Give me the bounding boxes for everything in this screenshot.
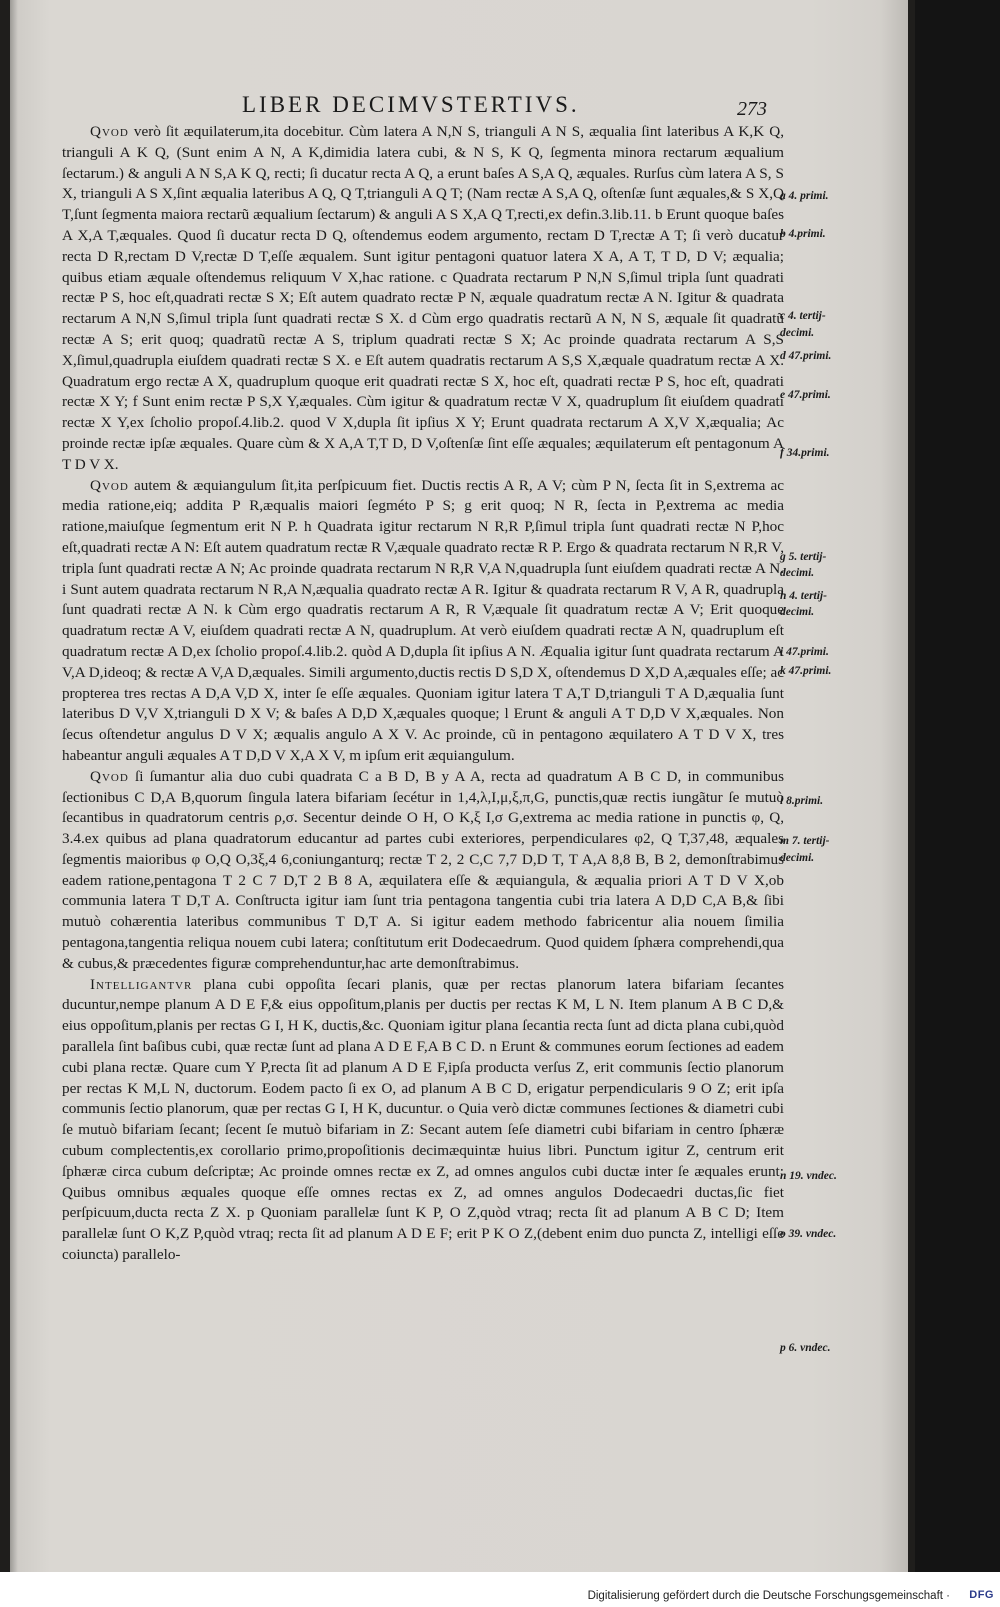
margin-note: g 5. tertij-	[780, 551, 827, 563]
paragraph-lead-word: Intelligantvr	[90, 975, 193, 993]
paragraph-text: ſi ſumantur alia duo cubi quadrata C a B D, B y A A, recta ad quadratum A B C D, in communibus ſectionibus C D,A B,quorum ſingula latera bifariam ſecétur in 1,4,λ,I,μ,ξ,π,G, punctis,quæ rectis iungãtur ſe mutuò ſecantibus in quadratorum centris ρ,σ. Secentur deinde O H, O K,ξ I,σ G,extrema ac media ratione in punctis φ, Q, 3.4.ex quibus ad plana quadratorum educantur ad partes cubi exteriores, perpendiculares φ2, Q T,37,48, æquales ſegmentis maioribus φ O,Q O,3ξ,4 6,coniunganturq; rectæ T 2, 2 C,C 7,7 D,D T, T A,A 8,8 B, B 2, demonſtrabimus eadem ratione,pentagona T 2 C 7 D,T 2 B 8 A, æquilatera eſſe & æquiangula, & æqualia priori A T D V X,ob communia latera T D,T A. Conſtructa igitur iam ſunt tria pentagona tangentia cubi tria latera A D,D C,A B,& ſibi mutuò cohærentia lateribus communibus T D,T A. Si igitur eadem methodo fabricentur alia nouem ſimilia pentagona,tangentia reliqua nouem cubi latera; conſtitutum erit Dodecaedrum. Quod quidem ſphæra comprehendi,qua & cubus,& præcedentes figuræ comprehenduntur,hac arte demonſtrabimus.	[62, 767, 784, 972]
book-page	[10, 0, 908, 1572]
margin-note: decimi.	[780, 606, 815, 618]
paragraph	[62, 975, 784, 1266]
footer-bar	[0, 1572, 1000, 1607]
margin-note: decimi.	[780, 567, 815, 579]
paragraph-lead-word: Qvod	[90, 123, 129, 140]
margin-note: e 47.primi.	[780, 389, 831, 401]
margin-note: p 6. vndec.	[780, 1342, 831, 1354]
margin-note: m 7. tertij-	[780, 835, 830, 847]
margin-note: d 47.primi.	[780, 350, 832, 362]
footer-credit: Digitalisierung gefördert durch die Deutsche Forschungsgemeinschaft ·	[587, 1590, 950, 1602]
margin-note: n 19. vndec.	[780, 1170, 837, 1182]
margin-note: decimi.	[780, 852, 815, 864]
paragraph-text: plana cubi oppoſita ſecari planis, quæ per rectas planorum latera bifariam ſecantes ducuntur,nempe planum A D E F,& eius oppoſitum,planis per ductis per rectas K M, L N. Item planum A B C D,& eius oppoſitum,planis per rectas G I, H K, ductis,&c. Quoniam igitur plana ſecantia recta ſunt ad dicta plana cubi,quòd parallela ſint baſibus cubi, quæ rectæ ſunt ad plana A D E F,A B C D. n Erunt & communes eorum ſectiones ad eadem cubi plana rectæ. Quare cum Y P,recta ſit ad planum A D E F,ipſa producta verſus Z, erit communis ſectio planorum per rectas K M,L N, ductorum. Eodem pacto ſi ex O, ad planum A B C D, erigatur perpendicularis 9 O Z; erit ipſa communis ſectio planorum, quæ per rectas G I, H K, ducuntur. o Quia verò dictæ communes ſectiones & diametri cubi ſe mutuò bifariam ſecant; ſecent ſe mutuò bifariam in Z: Secant autem ſeſe diametri cubi bifariam in centro ſphæræ cubum complectentis,ex corollario primo,propoſitionis decimæquintæ huius libri. Punctum igitur Z, centrum erit ſphæræ circa cubum deſcriptæ; Ac proinde omnes rectæ ex Z, ad omnes angulos cubi ductæ inter ſe æquales erunt: Quibus omnibus æquales quoque eſſe omnes rectas ex Z, ad omnes angulos Dodecaedri ductas,ſic fiet perſpicuum,ducta recta Z X. p Quoniam parallelæ ſunt K P, O Z,quòd vtraq; recta ſit ad planum A B C D; Item parallelæ ſunt O K,Z P,quòd vtraq; recta ſit ad planum A D E F; erit P K O Z,(debent enim duo puncta Z, intelligi eſſe coiuncta) parallelo-	[62, 975, 784, 1264]
margin-note: a 4. primi.	[780, 190, 829, 202]
paragraph-text: autem & æquiangulum ſit,ita perſpicuum fiet. Ductis rectis A R, A V; cùm P N, ſecta ſit in S,extrema ac media ratione,eiq; addita P R,æqualis maiori ſegméto P S; g erit quoq; N R, ſecta in P,extrema ac media ratione,maiuſque ſegmentum erit N P. h Quadrata igitur rectarum N R,R P,ſimul tripla ſunt quadrati rectæ N P,hoc eſt,quadrati rectæ A N: Eſt autem quadratum rectæ R V,æquale quadrato rectæ R P. Ergo & quadrata rectarum N R,R V, tripla ſunt quadrati rectæ A N; Ac proinde quadrata rectarum N R,R V,A N,quadrupla ſunt eiuſdem quadrati rectæ A N. i Sunt autem quadrata rectarum N R,A N,æqualia quadrato rectæ A R. Igitur & quadrata rectarum R V, A R, quadrupla ſunt quadrati rectæ A N. k Cùm ergo quadratis rectarum A R, R V,æquale ſit quadratum rectæ A V; Erit quoque quadratum rectæ A V, eiuſdem quadrati rectæ A N, quadruplum. At verò eiuſdem quadrati rectæ A N, quadruplum eſt quadratum rectæ A D,ex ſcholio propoſ.4.lib.2. quòd A D,dupla ſit ipſius A N. Æqualia igitur ſunt quadrata rectarum A V,A D,ideoq; & rectæ A V,A D,æquales. Simili argumento,ductis rectis D S,D X, oſtendemus D X,D A,æquales eſſe; ac propterea tres rectas A D,A V,D X, inter ſe eſſe æquales. Quoniam igitur latera T A,T D,trianguli T A D,æqualia ſunt lateribus D V,V X,trianguli D X V; & baſes A D,D X,æquales quoque; l Erunt & anguli A T D,D V X,æquales. Non ſecus oſtendetur angulus D V X; æqualis angulo A X V. Ac proinde, cũ in pentagono æquilatero A T D V X, tres habeantur anguli æquales A T D,D V X,A X V, m ipſum erit æquiangulum.	[62, 476, 784, 764]
margin-note: h 4. tertij-	[780, 590, 827, 602]
paragraph	[62, 767, 784, 975]
margin-note: c 4. tertij-	[780, 310, 826, 322]
paragraph	[62, 476, 784, 767]
paragraph-lead-word: Qvod	[90, 767, 129, 785]
page-header	[10, 92, 908, 124]
paragraph	[62, 122, 784, 476]
margin-note: l 8.primi.	[780, 795, 824, 807]
margin-note: f 34.primi.	[780, 447, 830, 459]
margin-note: k 47.primi.	[780, 665, 832, 677]
paragraph-lead-word: Qvod	[90, 476, 129, 494]
margin-note: i 47.primi.	[780, 646, 829, 658]
margin-note: decimi.	[780, 327, 815, 339]
dfg-logo: DFG	[969, 1589, 994, 1601]
running-title: LIBER DECIMVSTERTIVS.	[242, 92, 580, 117]
margin-note: b 4.primi.	[780, 228, 826, 240]
paragraph-text: verò ſit æquilaterum,ita docebitur. Cùm latera A N,N S, trianguli A N S, æqualia ſint lateribus A K,K Q, trianguli A K Q, (Sunt enim A N, A K,dimidia latera cubi, & N S, K Q, ſegmenta minora rectarum æqualium ſectarum.) & anguli A N S,A K Q, recti; ſi ducatur recta A Q, a erunt baſes A S,A Q, æquales. Rurſus cùm latera A S, S X, trianguli A S X,ſint æqualia lateribus A Q, Q T,trianguli A Q T; (Nam rectæ A S,A Q, oſtenſæ ſunt æquales,& S X,Q T,ſunt ſegmenta maiora rectarũ æqualium ſectarum) & anguli A S X,A Q T,recti,ex defin.3.lib.11. b Erunt quoque baſes A X,A T,æquales. Quod ſi ducatur recta D Q, oſtendemus eodem argumento, rectam D T,rectæ A T; ſi verò ducatur recta D R,rectam D V,rectæ D T,eſſe æqualem. Sunt igitur pentagoni quatuor latera X A, A T, T D, D V; æqualia; quibus etiam æquale oſtendemus reliquum V X,hac ratione. c Quadrata rectarum P N,N S,ſimul tripla ſunt quadrati rectæ P S, hoc eſt,quadrati rectæ S X; Eſt autem quadrato rectæ P N, æquale quadratum rectæ A N. Igitur & quadrata rectarum A N,N S,ſimul tripla ſunt quadrati rectæ S X. d Cùm ergo quadratis rectarũ A N, N S, æquale ſit quadratũ rectæ A S; erit quoq; quadratũ rectæ A S, triplum quadrati rectæ S X; Ac proinde quadrata rectarum A S,S X,ſimul,quadrupla eiuſdem quadrati rectæ S X. e Eſt autem quadratis rectarum A S,S X,æquale quadratum rectæ A X. Quadratum ergo rectæ A X, quadruplum quoque erit quadrati rectæ S X, hoc eſt, quadrati rectæ P S, hoc eſt, quadrati rectæ X Y; f Sunt enim rectæ P S,X Y,æquales. Cùm igitur & quadratum rectæ V X, quadruplum ſit eiuſdem quadrati rectæ X Y,ex ſcholio propoſ.4.lib.2. quod V X,dupla ſit ipſius X Y; Erunt quadrata rectarum A X,V X,æqualia; Ac proinde rectæ ipſæ æquales. Quare cùm & X A,A T,T D, D V,oſtenſæ ſint eſſe æquales; æquilaterum eſt pentagonum A T D V X.	[62, 123, 784, 473]
page-number: 273	[737, 98, 767, 120]
margin-note: o 39. vndec.	[780, 1228, 837, 1240]
body-text	[62, 122, 784, 1266]
